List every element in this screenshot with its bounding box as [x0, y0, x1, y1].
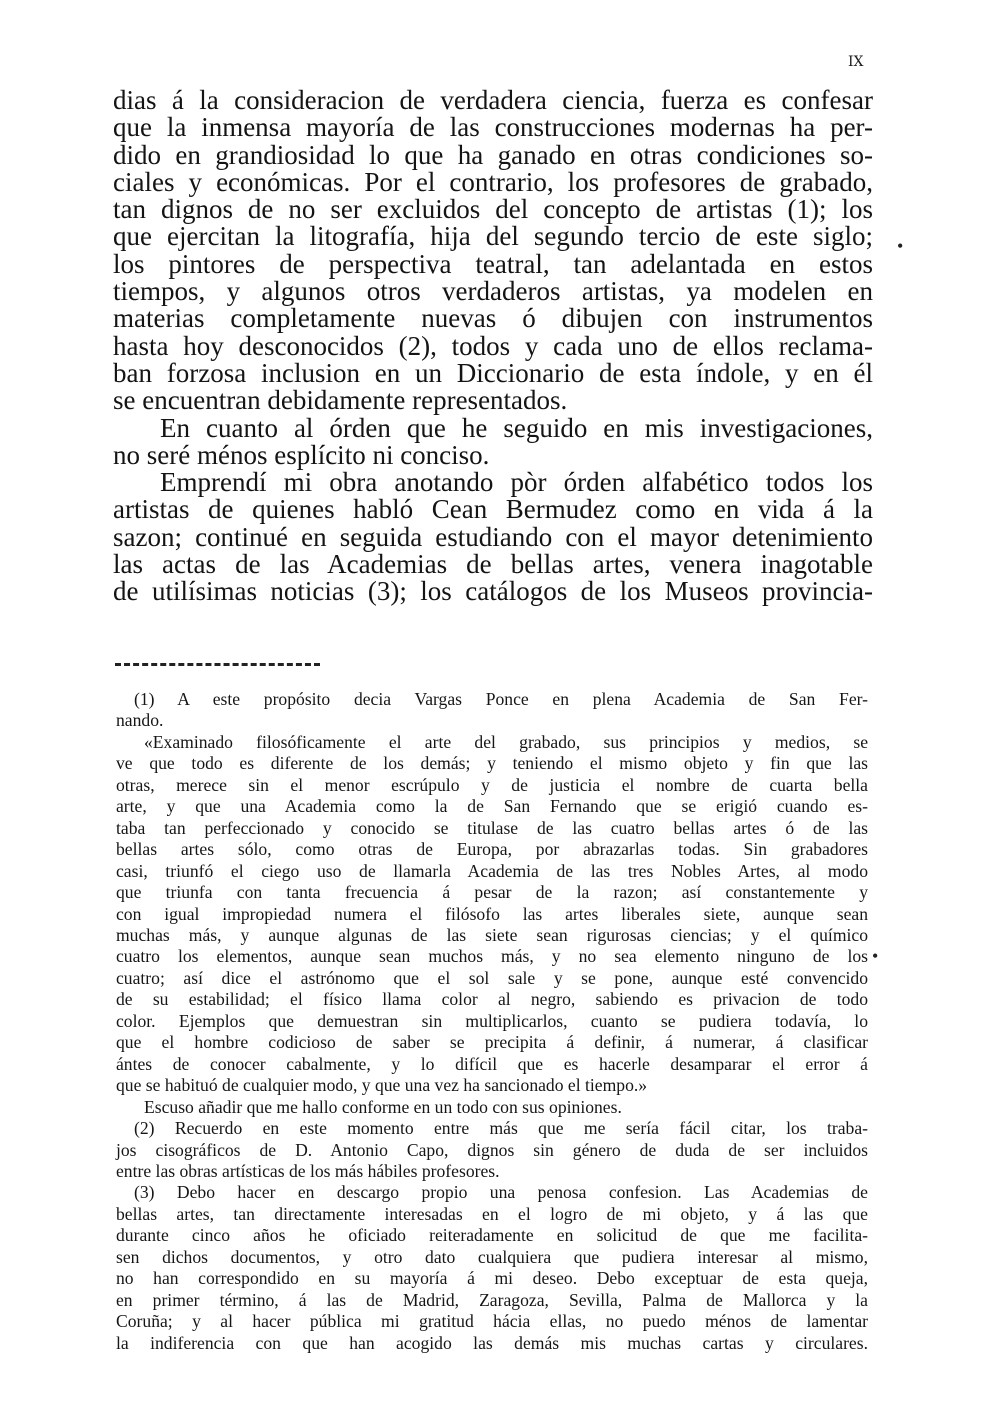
margin-dot: • [872, 946, 879, 966]
body-line: que ejercitan la litografía, hija del segundo tercio de este siglo; [113, 221, 873, 252]
footnote-line: con igual impropiedad numera el filósofo las artes liberales siete, aunque sean [116, 903, 868, 924]
footnote-line: «Examinado filosóficamente el arte del grabado, sus principios y medios, se [144, 731, 868, 752]
footnote-line: sen dichos documentos, y otro dato cualquiera que pudiera interesar al mismo, [116, 1246, 868, 1267]
footnote-line: que el hombre codicioso de saber se precipita á definir, á numerar, á clasificar [116, 1032, 868, 1053]
main-text [113, 87, 873, 606]
footnote-line: de su estabilidad; el físico llama color al negro, sabiendo es privacion de todo [116, 989, 868, 1010]
footnote-line: (1) A este propósito decia Vargas Ponce en plena Academia de San Fer- [134, 689, 868, 709]
body-line: ciales y económicas. Por el contrario, los profesores de grabado, [113, 166, 873, 197]
footnote-line: ántes de conocer cabalmente, y lo difícil que es hacerle desamparar el error á [116, 1053, 868, 1074]
footnote-line: casi, triunfó el ciego uso de llamarla Academia de las tres Nobles Artes, al modo [116, 860, 868, 881]
footnote-line: (2) Recuerdo en este momento entre más que me sería fácil citar, los traba- [134, 1118, 868, 1139]
body-line: no seré ménos esplícito ni conciso. [113, 439, 490, 470]
footnote-line: Coruña; y al hacer pública mi gratitud hácia ellas, no puedo ménos de lamentar [116, 1311, 868, 1332]
body-line: tiempos, y algunos otros verdaderos artistas, ya modelen en [113, 276, 873, 307]
footnote-line: arte, y que una Academia como la de San Fernando que se erigió cuando es- [116, 796, 868, 817]
footnote-line: durante cinco años he oficiado reiteradamente en solicitud de que me facilita- [116, 1225, 868, 1246]
footnote-line: la indiferencia con que han acogido las demás mis muchas cartas y circulares. [116, 1332, 868, 1353]
body-line: los pintores de perspectiva teatral, tan adelantada en estos [113, 248, 873, 279]
footnote-line: nando. [116, 710, 164, 731]
body-line: artistas de quienes habló Cean Bermudez como en vida á la [113, 494, 873, 525]
body-line: hasta hoy desconocidos (2), todos y cada uno de ellos reclama- [113, 330, 873, 361]
body-line: de utilísimas noticias (3); los catálogos de los Museos provincia- [113, 576, 873, 607]
body-line: tan dignos de no ser excluidos del concepto de artistas (1); los [113, 194, 873, 225]
margin-dot: • [897, 236, 904, 256]
body-line: ban forzosa inclusion en un Diccionario de esta índole, y en él [113, 357, 873, 388]
footnote-line: otras, merece sin el menor escrúpulo y de justicia el nombre de cuarta bella [116, 774, 868, 795]
footnote-line: que se habituó de cualquier modo, y que una vez ha sancionado el tiempo.» [116, 1075, 648, 1096]
page-number: IX [848, 54, 864, 70]
footnote-line: cuatro; así dice el astrónomo que el sol sale y se pone, aunque esté convencido [116, 967, 868, 988]
footnote-line: no han correspondido en su mayoría á mi deseo. Debo exceptuar de esta queja, [116, 1268, 868, 1289]
footnote-line: entre las obras artísticas de los más hábiles profesores. [116, 1160, 500, 1181]
body-line: sazon; continué en seguida estudiando con el mayor detenimiento [113, 521, 873, 552]
footnote-line: Escuso añadir que me hallo conforme en un todo con sus opiniones. [144, 1096, 622, 1117]
body-line: las actas de las Academias de bellas artes, venera inagotable [113, 549, 873, 580]
body-line: dias á la consideracion de verdadera ciencia, fuerza es confesar [113, 85, 873, 115]
body-line: En cuanto al órden que he seguido en mis investigaciones, [160, 412, 873, 443]
footnote-line: que triunfa con tanta frecuencia á pesar de la razon; así constantemente y [116, 882, 868, 903]
footnote-line: ve que todo es diferente de los demás; y teniendo el mismo objeto y fin que las [116, 753, 868, 774]
body-line: que la inmensa mayoría de las construcciones modernas ha per- [113, 112, 873, 143]
body-line: dido en grandiosidad lo que ha ganado en otras condiciones so- [113, 139, 873, 170]
footnote-line: bellas artes, tan directamente interesadas en el logro de mi objeto, y á las que [116, 1203, 868, 1224]
footnote-line: en primer término, á las de Madrid, Zaragoza, Sevilla, Palma de Mallorca y la [116, 1289, 868, 1310]
body-line: se encuentran debidamente representados. [113, 385, 568, 416]
footnote-separator [115, 663, 320, 666]
footnote-line: cuatro los elementos, aunque sean muchos más, y no sea elemento ninguno de los [116, 946, 868, 967]
footnote-line: jos cisográficos de D. Antonio Capo, dignos sin género de duda de ser incluidos [116, 1139, 868, 1160]
footnote-line: muchas más, y aunque algunas de las siete sean rigurosas ciencias; y el químico [116, 924, 868, 945]
footnote-line: (3) Debo hacer en descargo propio una penosa confesion. Las Academias de [134, 1182, 868, 1203]
body-line: Emprendí mi obra anotando pòr órden alfabético todos los [160, 467, 873, 498]
footnote-line: bellas artes sólo, como otras de Europa, por abrazarlas todas. Sin grabadores [116, 839, 868, 860]
footnote-line: taba tan perfeccionado y conocido se titulase de las cuatro bellas artes ó de las [116, 817, 868, 838]
footnote-line: color. Ejemplos que demuestran sin multiplicarlos, cuanto se pudiera todavía, lo [116, 1010, 868, 1031]
body-line: materias completamente nuevas ó dibujen con instrumentos [113, 303, 873, 334]
footnotes [116, 689, 868, 1354]
